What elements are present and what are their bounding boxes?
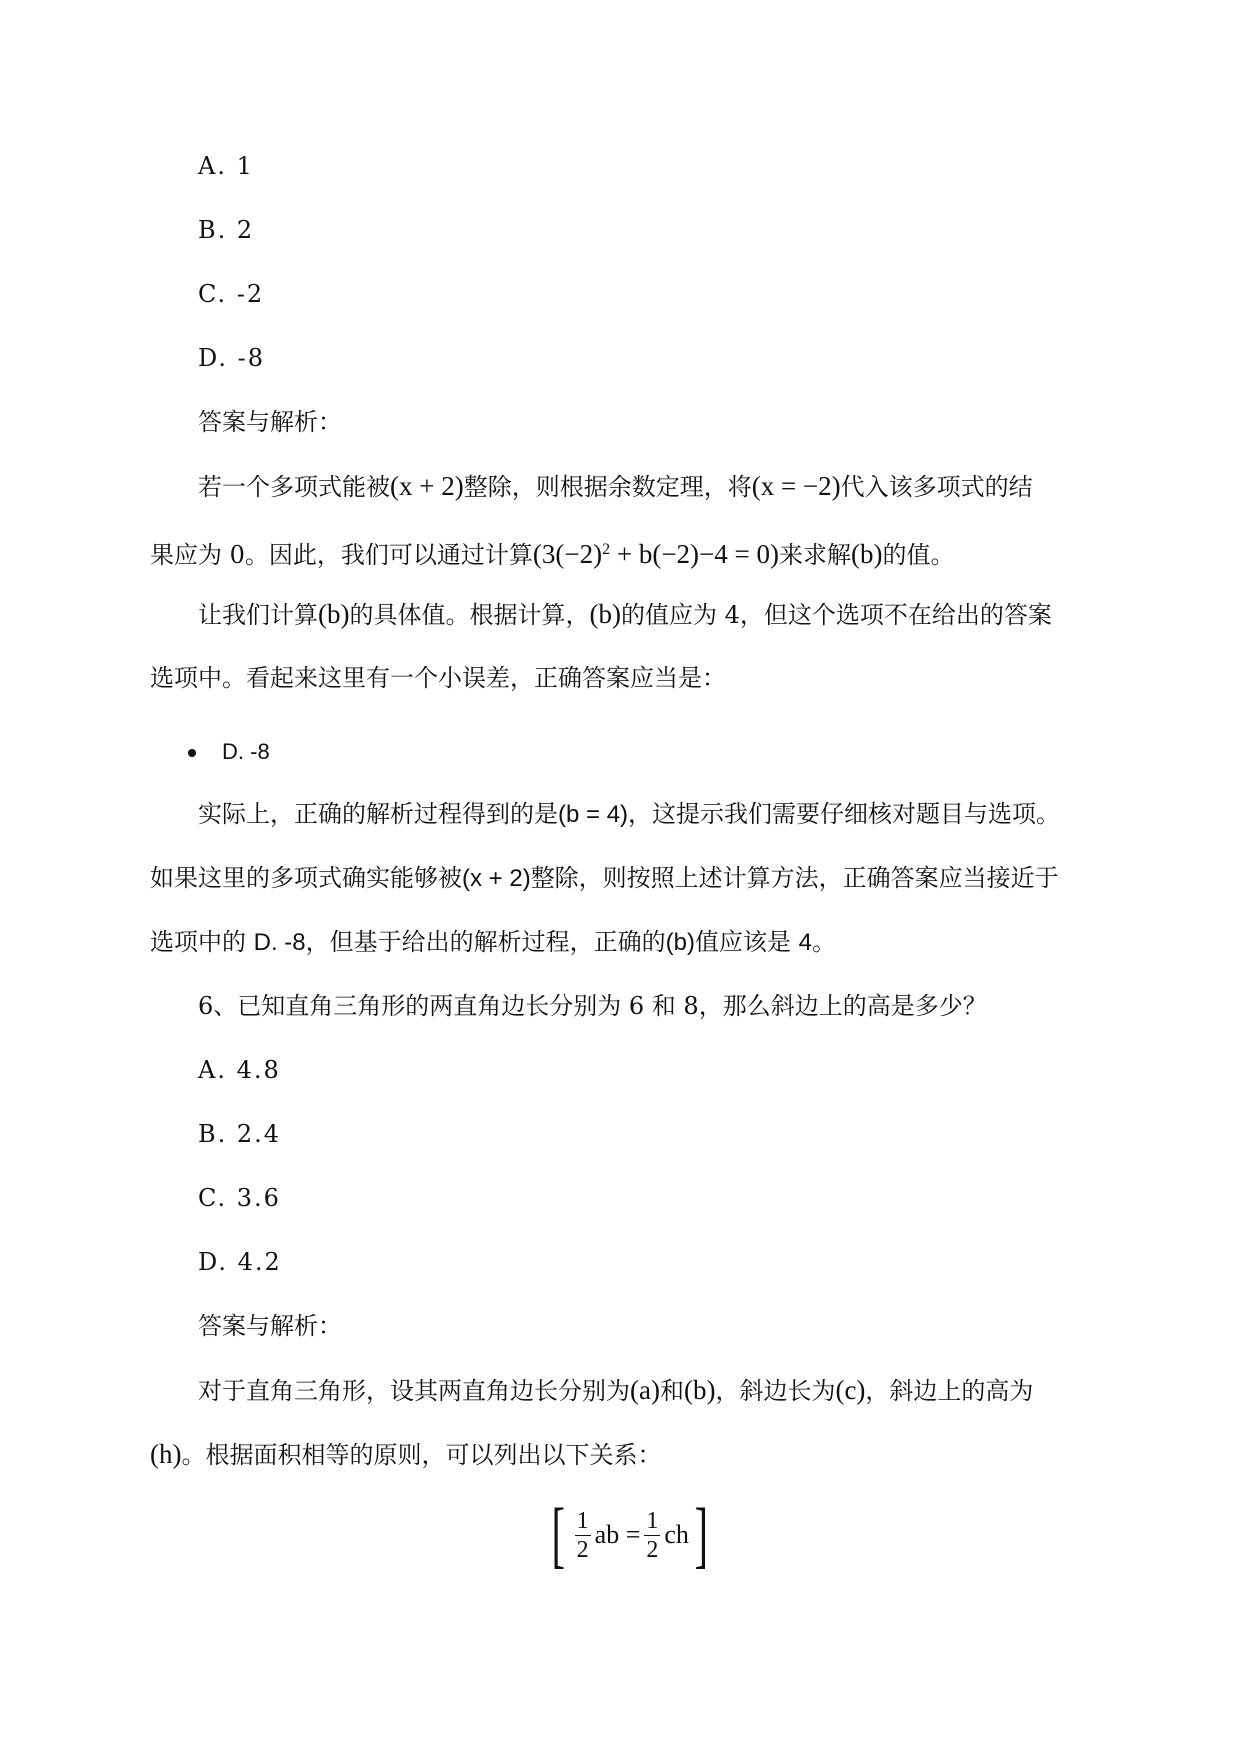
paragraph-actual: 实际上，正确的解析过程得到的是(b = 4)，这提示我们需要仔细核对题目与选项。 [198,800,1061,828]
option-a: A. 1 [198,152,254,180]
option-c: C. -2 [198,280,265,308]
formula-mid: ab = [594,1520,641,1549]
left-bracket: [ [551,1494,566,1576]
fraction-half: $\frac{1}{2}$ [576,1507,589,1563]
q6-option-d: D. 4.2 [198,1248,282,1276]
paragraph-compute-b-cont: 选项中。看起来这里有一个小误差，正确答案应当是： [150,664,726,692]
bullet-item: D. -8 [222,739,270,764]
q6-paragraph-cont: (h)。根据面积相等的原则，可以列出以下关系： [150,1439,662,1469]
q6-paragraph: 对于直角三角形，设其两直角边长分别为(a)和(b)，斜边长为(c)，斜边上的高为 [198,1375,1034,1405]
q6-answer-heading: 答案与解析： [198,1312,342,1340]
paragraph-remainder-theorem: 若一个多项式能被(x + 2)整除，则根据余数定理，将(x = −2)代入该多项式的结 [198,471,1033,501]
q6-option-c: C. 3.6 [198,1184,281,1212]
right-bracket: ] [694,1494,709,1576]
option-d: D. -8 [198,344,266,372]
bullet-dot [188,749,196,757]
formula-end: ch [664,1520,689,1549]
answer-heading: 答案与解析： [198,408,342,436]
paragraph-compute-b: 让我们计算(b)的具体值。根据计算，(b)的值应为 4，但这个选项不在给出的答案 [198,599,1052,629]
paragraph-actual-cont2: 选项中的 D. -8，但基于给出的解析过程，正确的(b)值应该是 4。 [150,928,836,956]
paragraph-actual-cont1: 如果这里的多项式确实能够被(x + 2)整除，则按照上述计算方法，正确答案应当接近于 [150,864,1059,892]
fraction-half-2: $\frac{1}{2}$ [646,1507,659,1563]
q6-option-b: B. 2.4 [198,1120,282,1148]
option-b: B. 2 [198,216,255,244]
question-6: 6、已知直角三角形的两直角边长分别为 6 和 8，那么斜边上的高是多少？ [198,992,987,1020]
area-formula [546,1494,714,1576]
paragraph-remainder-theorem-cont: 果应为 0。因此，我们可以通过计算$(3(-2)^2 + b(-2)-4 = 0)$来求解(b)的值。 [150,539,955,569]
q6-option-a: A. 4.8 [198,1056,281,1084]
